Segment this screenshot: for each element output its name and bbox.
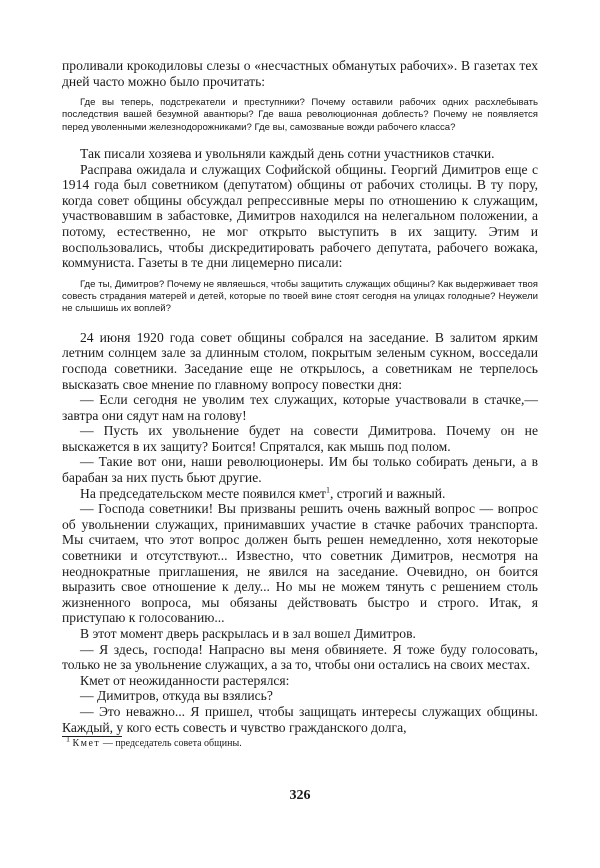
newspaper-quote-1: Где вы теперь, подстрекатели и преступники? Почему оставили рабочих одних расхлебывать последствия вашей безумной авантюры? Где ваша революционная доблесть? Почему не появляется перед уволенными железнодорожниками? Где вы, самозваные вожди рабочего класса? bbox=[62, 97, 538, 133]
paragraph-chairman-text: На председательском месте появился кмет bbox=[80, 485, 326, 501]
footnote-text: — председатель совета общины. bbox=[100, 738, 242, 750]
dialogue-line-dimitrov: — Это неважно... Я пришел, чтобы защищать интересы служащих общины. Каждый, у кого есть совесть и чувство гражданского долга, bbox=[62, 703, 538, 735]
dialogue-line-kmet: — Димитров, откуда вы взялись? bbox=[80, 688, 273, 704]
paragraph-3: Расправа ожидала и служащих Софийской общины. Георгий Димитров еще с 1914 года был советником (депутатом) общины от рабочих столицы. В ту пору, когда совет общины обсуждал репрессивные меры по отношению к служащим, участвовавшим в забастовке, Димитров находился на нелегальном положении, а потому, естественно, не мог открыто выступить в их защиту. Этим и воспользовались, чтобы дискредитировать рабочего депутата, рабочего вожака, коммуниста. Газеты в те дни лицемерно писали: bbox=[62, 161, 538, 271]
newspaper-quote-2: Где ты, Димитров? Почему не являешься, чтобы защитить служащих общины? Как выдерживает твоя совесть страдания матерей и детей, которые по твоей вине стоят сегодня на улицах голодные? Неужели не слышишь их воплей? bbox=[62, 278, 538, 315]
footnote-mark: 1 bbox=[66, 734, 70, 744]
paragraph-chairman-tail: , строгий и важный. bbox=[329, 485, 446, 501]
dialogue-line-2: — Пусть их увольнение будет на совести Димитрова. Почему он не выскажется в их защиту? Боится! Спрятался, как мышь под полом. bbox=[62, 423, 538, 454]
paragraph-chairman bbox=[62, 486, 538, 502]
paragraph-1: проливали крокодиловы слезы о «несчастных обманутых рабочих». В газетах тех дней часто можно было прочитать: bbox=[62, 58, 538, 89]
footnote bbox=[62, 734, 538, 750]
paragraph-dimitrov-enters: В этот момент дверь раскрылась и в зал вошел Димитров. bbox=[80, 626, 416, 641]
paragraph-2: Так писали хозяева и увольняли каждый день сотни участников стачки. bbox=[80, 146, 495, 162]
footnote-reference: 1 bbox=[325, 485, 330, 495]
page-number: 326 bbox=[289, 788, 311, 803]
paragraph-kmet-confused: Кмет от неожиданности растерялся: bbox=[80, 672, 290, 688]
dialogue-line-1: — Если сегодня не уволим тех служащих, которые участвовали в стачке,— завтра они сядут нам на голову! bbox=[62, 392, 538, 423]
paragraph-4: 24 июня 1920 года совет общины собрался на заседание. В залитом ярким летним солнцем зале за длинным столом, покрытым зеленым сукном, восседали господа советники. Заседание еще не открылось, а советникам не терпелось высказать свое мнение по главному вопросу повестки дня: bbox=[62, 329, 538, 392]
page-body bbox=[62, 58, 538, 750]
footnote-divider bbox=[62, 736, 122, 737]
chairman-speech: — Господа советники! Вы призваны решить очень важный вопрос — вопрос об увольнении служащих, принимавших участие в стачке рабочих транспорта. Мы считаем, что этот вопрос должен быть решен немедленно, хотя некоторые советники и отсутствуют... Известно, что советник Димитров, несмотря на неоднократные приглашения, не явился на заседание. Очевидно, он боится выразить свое отношение к делу... Но мы не можем тянуть с решением столь жизненного вопроса, мы обязаны действовать быстро и строго. Итак, я приступаю к голосованию... bbox=[62, 501, 538, 626]
dialogue-line-3: — Такие вот они, наши революционеры. Им бы только собирать деньги, а в барабан за них пусть бьют другие. bbox=[62, 454, 538, 486]
footnote-term: Кмет bbox=[72, 738, 101, 750]
dimitrov-speech: — Я здесь, господа! Напрасно вы меня обвиняете. Я тоже буду голосовать, только не за увольнение служащих, а за то, чтобы они остались на своих местах. bbox=[62, 641, 538, 673]
